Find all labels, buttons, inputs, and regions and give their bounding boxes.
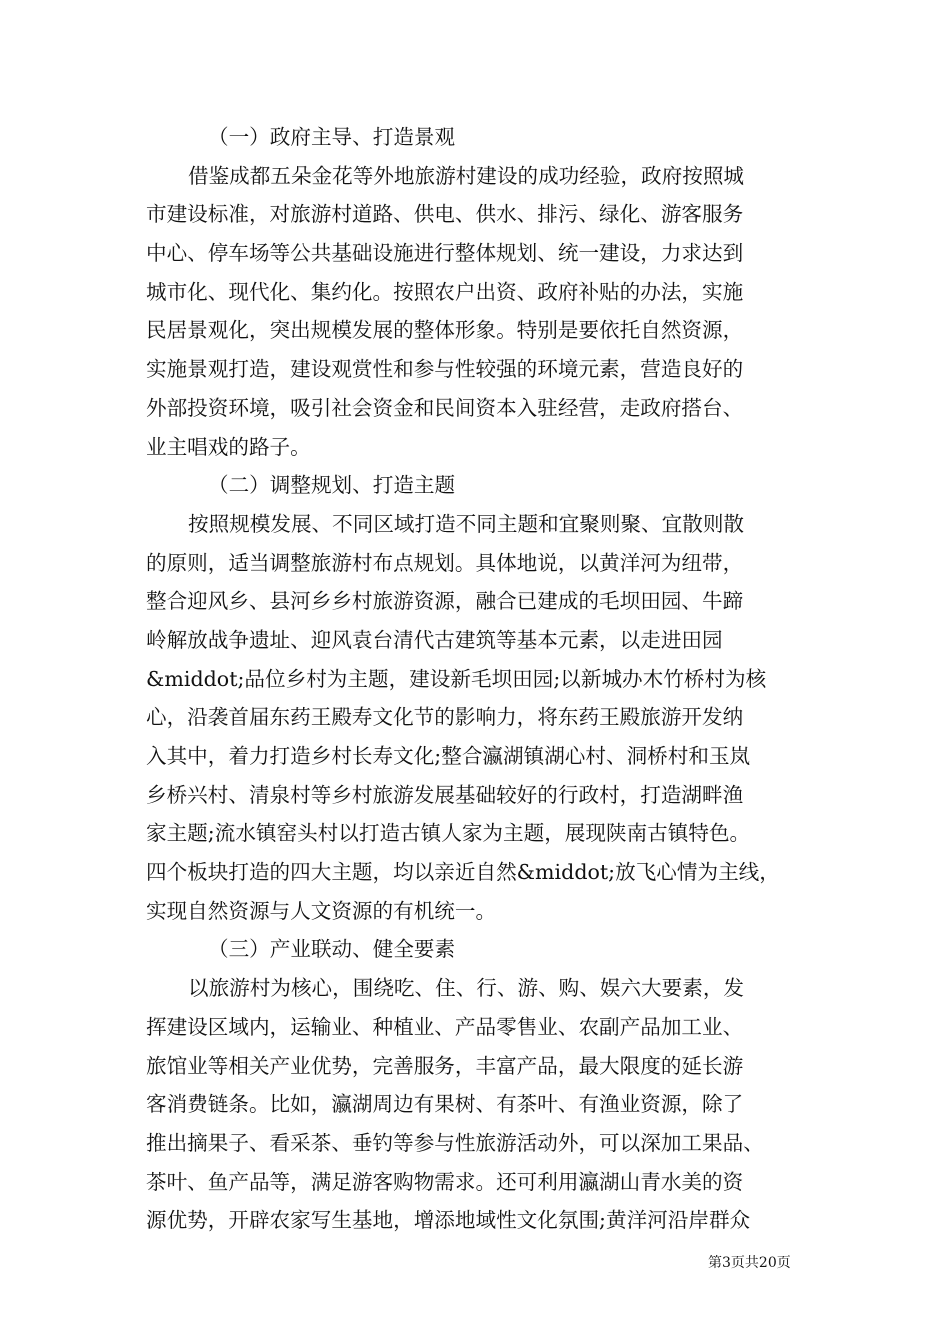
text-line: 业主唱戏的路子。 <box>146 434 311 459</box>
text-line: 按照规模发展、不同区域打造不同主题和宜聚则聚、宜散则散 <box>188 511 745 536</box>
text-line: 民居景观化，突出规模发展的整体形象。特别是要依托自然资源， <box>146 318 744 343</box>
text-line: 市建设标准，对旅游村道路、供电、供水、排污、绿化、游客服务 <box>146 202 744 227</box>
section-heading: （三）产业联动、健全要素 <box>208 937 456 962</box>
text-line: 整合迎风乡、县河乡乡村旅游资源，融合已建成的毛坝田园、牛蹄 <box>146 589 744 614</box>
page-number: 第3页共20页 <box>708 1255 791 1271</box>
text-line: 四个板块打造的四大主题，均以亲近自然&middot;放飞心情为主线， <box>146 860 780 885</box>
text-line: 外部投资环境，吸引社会资金和民间资本入驻经营，走政府搭台、 <box>146 395 744 420</box>
body-text <box>146 118 821 1240</box>
text-line: 借鉴成都五朵金花等外地旅游村建设的成功经验，政府按照城 <box>188 163 745 188</box>
text-line: 岭解放战争遗址、迎风袁台清代古建筑等基本元素，以走进田园 <box>146 627 723 652</box>
section-heading: （一）政府主导、打造景观 <box>208 125 456 149</box>
text-line: 以旅游村为核心，围绕吃、住、行、游、购、娱六大要素，发 <box>188 976 745 1001</box>
text-line: &middot;品位乡村为主题，建设新毛坝田园;以新城办木竹桥村为核 <box>146 666 767 691</box>
text-line: 城市化、现代化、集约化。按照农户出资、政府补贴的办法，实施 <box>146 279 744 304</box>
text-line: 实现自然资源与人文资源的有机统一。 <box>146 898 497 923</box>
text-line: 客消费链条。比如，瀛湖周边有果树、有茶叶、有渔业资源，除了 <box>146 1092 744 1117</box>
text-line: 家主题;流水镇窑头村以打造古镇人家为主题，展现陕南古镇特色。 <box>146 821 751 846</box>
text-line: 推出摘果子、看采茶、垂钓等参与性旅游活动外，可以深加工果品、 <box>146 1130 764 1155</box>
text-line: 源优势，开辟农家写生基地，增添地域性文化氛围;黄洋河沿岸群众 <box>146 1208 751 1233</box>
text-line: 心，沿袭首届东药王殿寿文化节的影响力，将东药王殿旅游开发纳 <box>146 705 744 730</box>
text-line: 实施景观打造，建设观赏性和参与性较强的环境元素，营造良好的 <box>146 357 744 382</box>
text-line: 的原则，适当调整旅游村布点规划。具体地说，以黄洋河为纽带， <box>146 550 744 575</box>
text-line: 入其中，着力打造乡村长寿文化;整合瀛湖镇湖心村、洞桥村和玉岚 <box>146 744 751 768</box>
text-line: 旅馆业等相关产业优势，完善服务，丰富产品，最大限度的延长游 <box>146 1053 744 1078</box>
text-line: 乡桥兴村、清泉村等乡村旅游发展基础较好的行政村，打造湖畔渔 <box>146 782 744 807</box>
section-heading: （二）调整规划、打造主题 <box>208 473 456 498</box>
text-line: 茶叶、鱼产品等，满足游客购物需求。还可利用瀛湖山青水美的资 <box>146 1169 744 1194</box>
text-line: 挥建设区域内，运输业、种植业、产品零售业、农副产品加工业、 <box>146 1014 744 1039</box>
text-line: 中心、停车场等公共基础设施进行整体规划、统一建设，力求达到 <box>146 241 744 266</box>
